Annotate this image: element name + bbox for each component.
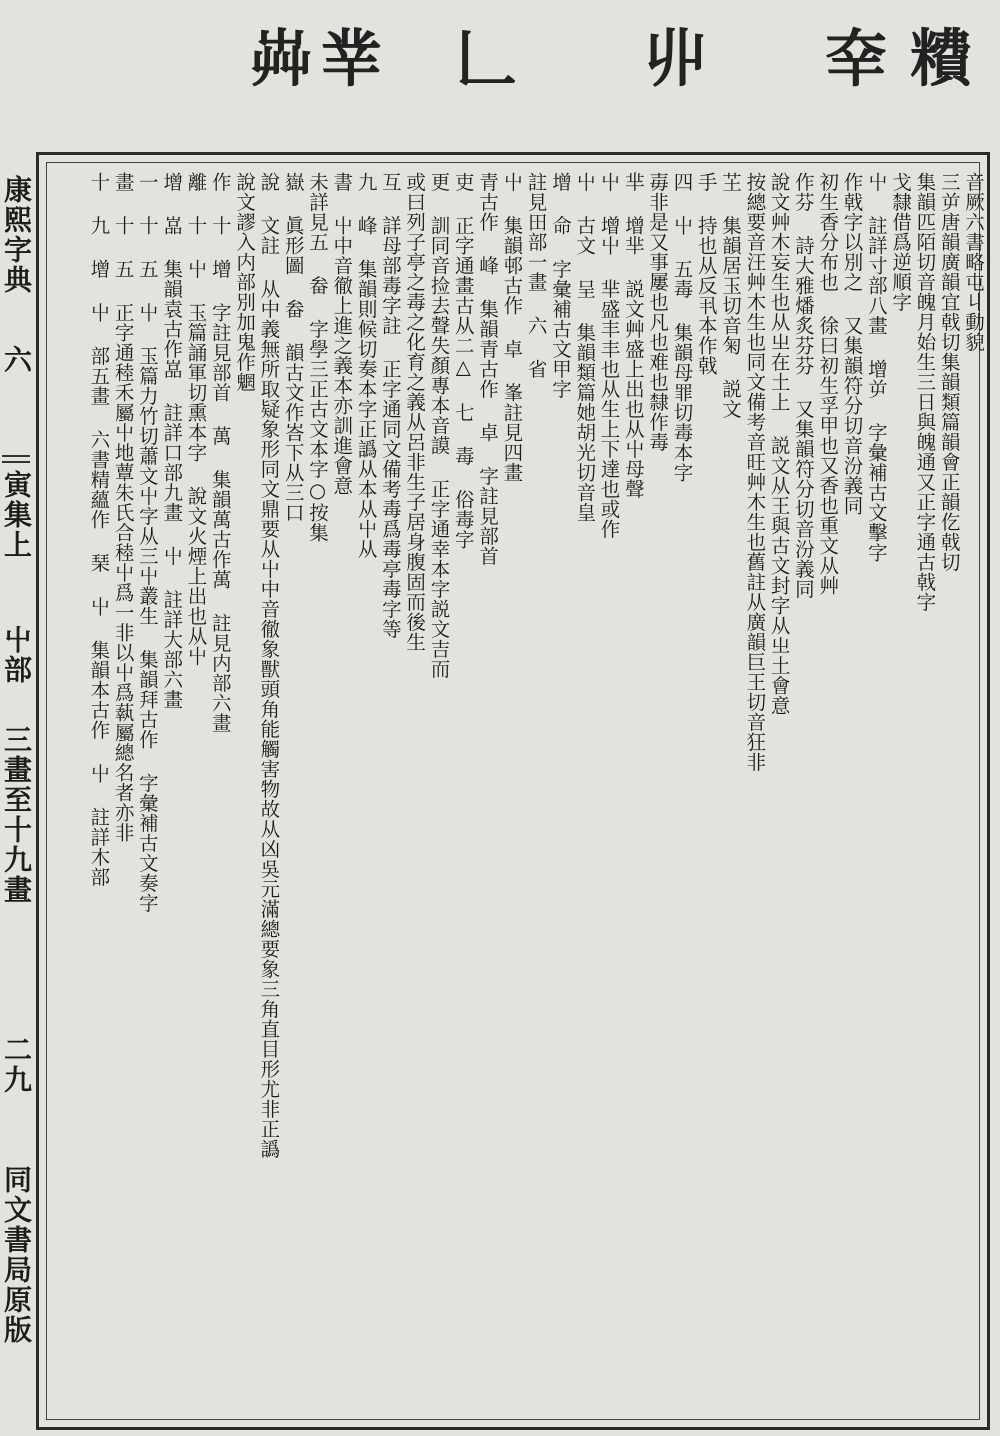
text-column: 註見田部一畫 六 省 bbox=[524, 172, 548, 379]
text-column: 互 詳母部毒字註 正字通同文備考毒爲毒亭毒字等 bbox=[378, 172, 402, 639]
text-column: 吏 正字通畫古从二△ 七 毒 俗毒字 bbox=[451, 172, 475, 550]
text-column: 屮 註詳寸部八畫 增屰 字彙補古文擊字 bbox=[864, 172, 888, 563]
text-column: 初生香分布也 徐曰初生孚甲也又香也重文从艸 bbox=[816, 172, 840, 596]
page-margin bbox=[0, 165, 32, 1435]
text-column: 屮 古文 呈 集韻類篇她胡光切音皇 bbox=[573, 172, 597, 523]
text-column: 一 十 五 屮 玉篇力竹切蕭文屮字从三屮叢生 集韻拜古作 字彙補古文奏字 bbox=[135, 172, 159, 913]
seal-glyph: 䊧 bbox=[910, 22, 969, 95]
juan-number: 六 bbox=[0, 345, 33, 375]
text-column: 作戟字以別之 又集韻符分切音汾義同 bbox=[840, 172, 864, 516]
text-column: 作 十 增 字註見部首 萬 集韻萬古作萬 註見内部六畫 bbox=[208, 172, 232, 733]
text-column: 說文艸木妄生也从㞢在土上 説文从王與古文封字从㞢土會意 bbox=[767, 172, 791, 716]
text-column: 說文謬入内部別加鬼作魍 bbox=[233, 172, 257, 392]
volume-label: 寅集上 bbox=[0, 470, 33, 560]
text-column: 畫 十 五 正字通稑禾屬屮地蕈朱氏合稑屮爲一非以屮爲蓻屬總名者亦非 bbox=[111, 172, 135, 843]
text-column: 毐非是又事屢也凡也难也隸作毒 bbox=[646, 172, 670, 452]
text-column: 青古作 峰 集韻青古作 卓 字註見部首 bbox=[476, 172, 500, 566]
page-number: 二九 bbox=[0, 1035, 33, 1095]
text-column: 屮 集韻邨古作 卓 峯註見四畫 bbox=[500, 172, 524, 483]
seal-glyph: 丵 bbox=[320, 22, 379, 95]
text-column: 集韻匹陌切音魄月始生三日與魄通又正字通古戟字 bbox=[913, 172, 937, 612]
text-column: 作芬 詩大雅燔炙芬芬 又集韻符分切音汾義同 bbox=[791, 172, 815, 599]
text-column: 芏 集韻居玉切音匊 説文 bbox=[719, 172, 743, 419]
text-column: 十 九 增 屮 部五畫 六書精蘊作 琹 屮 集韻本古作 屮 註詳木部 bbox=[87, 172, 111, 887]
text-column: 四 屮 五毒 集韻母罪切毒本字 bbox=[670, 172, 694, 483]
text-column: 九 峰 集韻則候切奏本字正譌从本从屮从 bbox=[354, 172, 378, 559]
stroke-range: 三畫至十九畫 bbox=[0, 725, 33, 905]
text-column: 嶽 眞形圖 畚 韻古文作峇下从三口 bbox=[281, 172, 305, 523]
text-column: 離 十 屮 玉篇誦軍切熏本字 說文火煙上出也从屮 bbox=[184, 172, 208, 666]
seal-glyph: 芔 bbox=[250, 22, 309, 95]
text-column: 手 持也从反丮本作戟 bbox=[694, 172, 718, 376]
seal-glyph: 丱 bbox=[645, 22, 704, 95]
header-seal-characters bbox=[250, 10, 990, 160]
radical-label: 屮部 bbox=[0, 625, 33, 685]
text-column: 未詳見五 畚 字學三正古文本字○按集 bbox=[305, 172, 329, 543]
text-column: 戈隸借爲逆順字 bbox=[889, 172, 913, 312]
book-title: 康熙字典 bbox=[0, 175, 33, 295]
text-column: 芈 增芈 説文艸盛上出也从屮母聲 bbox=[621, 172, 645, 499]
seal-glyph: 㚔 bbox=[825, 22, 884, 95]
text-column: 增 嵓 集韻袁古作嵓 註詳口部九畫 屮 註詳大部六畫 bbox=[160, 172, 184, 710]
text-column: 說 文註 从中義無所取疑象形同文鼎要从屮中音徹象獸頭角能觸害物故从凶吳元滿總要象三角直目形尤非正譌 bbox=[257, 172, 281, 1159]
publisher: 同文書局原版 bbox=[0, 1165, 33, 1345]
seal-glyph: 𠃊 bbox=[455, 22, 514, 95]
text-column: 更 訓同音捡去聲失顏專本音謨 正字通幸本字説文吉而 bbox=[427, 172, 451, 679]
text-column: 三屰唐韻廣韻宜戟切集韻類篇韻會正韻仡戟切 bbox=[937, 172, 961, 572]
text-column: 屮 增屮 芈盛丰丰也从生上下達也或作 bbox=[597, 172, 621, 539]
dictionary-text-body bbox=[87, 172, 985, 1424]
text-column: 音厥六書略屯丩動貌 bbox=[962, 172, 985, 352]
margin-divider bbox=[2, 455, 30, 463]
text-column: 增 命 字彙補古文甲字 bbox=[548, 172, 572, 399]
text-column: 按總要音汪艸木生也同文備考音旺艸木生也舊註从廣韻巨王切音狂非 bbox=[743, 172, 767, 772]
text-column: 或曰列子亭之毒之化育之義从呂非生子居身腹固而後生 bbox=[403, 172, 427, 652]
text-column: 書 屮中音徹上進之義本亦訓進會意 bbox=[330, 172, 354, 496]
